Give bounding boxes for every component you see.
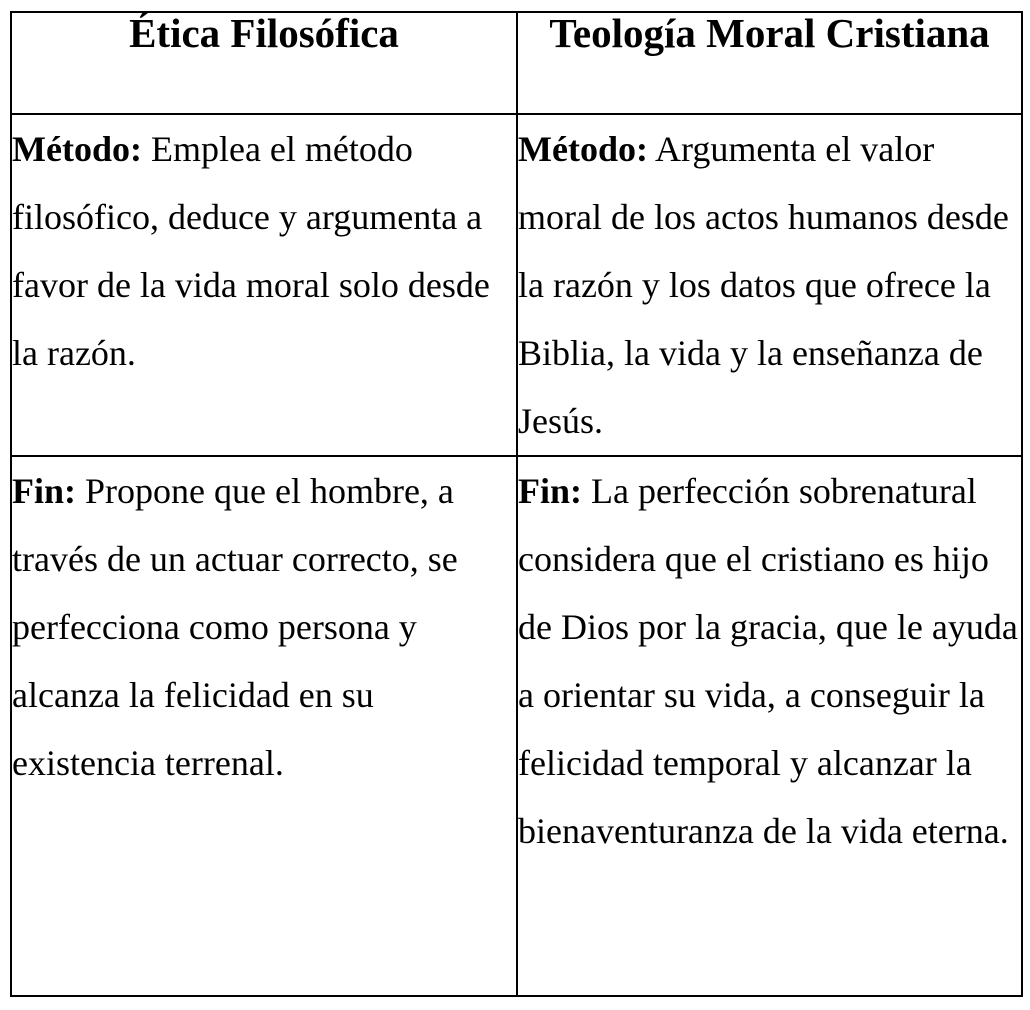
cell-label: Fin: [518,471,583,511]
cell-text: Argumenta el valor moral de los actos humanos desde la razón y los datos que ofrece la Biblia, la vida y la enseñanza de Jesús. [518,129,1009,441]
cell-label: Método: [12,129,142,169]
cell-metodo-etica [11,114,517,456]
cell-label: Fin: [12,471,77,511]
cell-text: Emplea el método filosófico, deduce y argumenta a favor de la vida moral solo desde la razón. [12,129,490,373]
header-row [11,12,1022,114]
cell-fin-etica [11,456,517,996]
table-row-fin [11,456,1022,996]
header-teologia-moral-cristiana: Teología Moral Cristiana [517,12,1022,114]
comparison-table [10,11,1023,997]
header-etica-filosofica: Ética Filosófica [11,12,517,114]
cell-metodo-teologia [517,114,1022,456]
cell-label: Método: [518,129,648,169]
cell-text: Propone que el hombre, a través de un actuar correcto, se perfecciona como persona y alcanza la felicidad en su existencia terrenal. [12,471,458,783]
cell-fin-teologia [517,456,1022,996]
table-row-metodo [11,114,1022,456]
cell-text: La perfección sobrenatural considera que el cristiano es hijo de Dios por la gracia, que le ayuda a orientar su vida, a conseguir la felicidad temporal y alcanzar la bienaventuranza de la vida eterna. [518,471,1018,851]
